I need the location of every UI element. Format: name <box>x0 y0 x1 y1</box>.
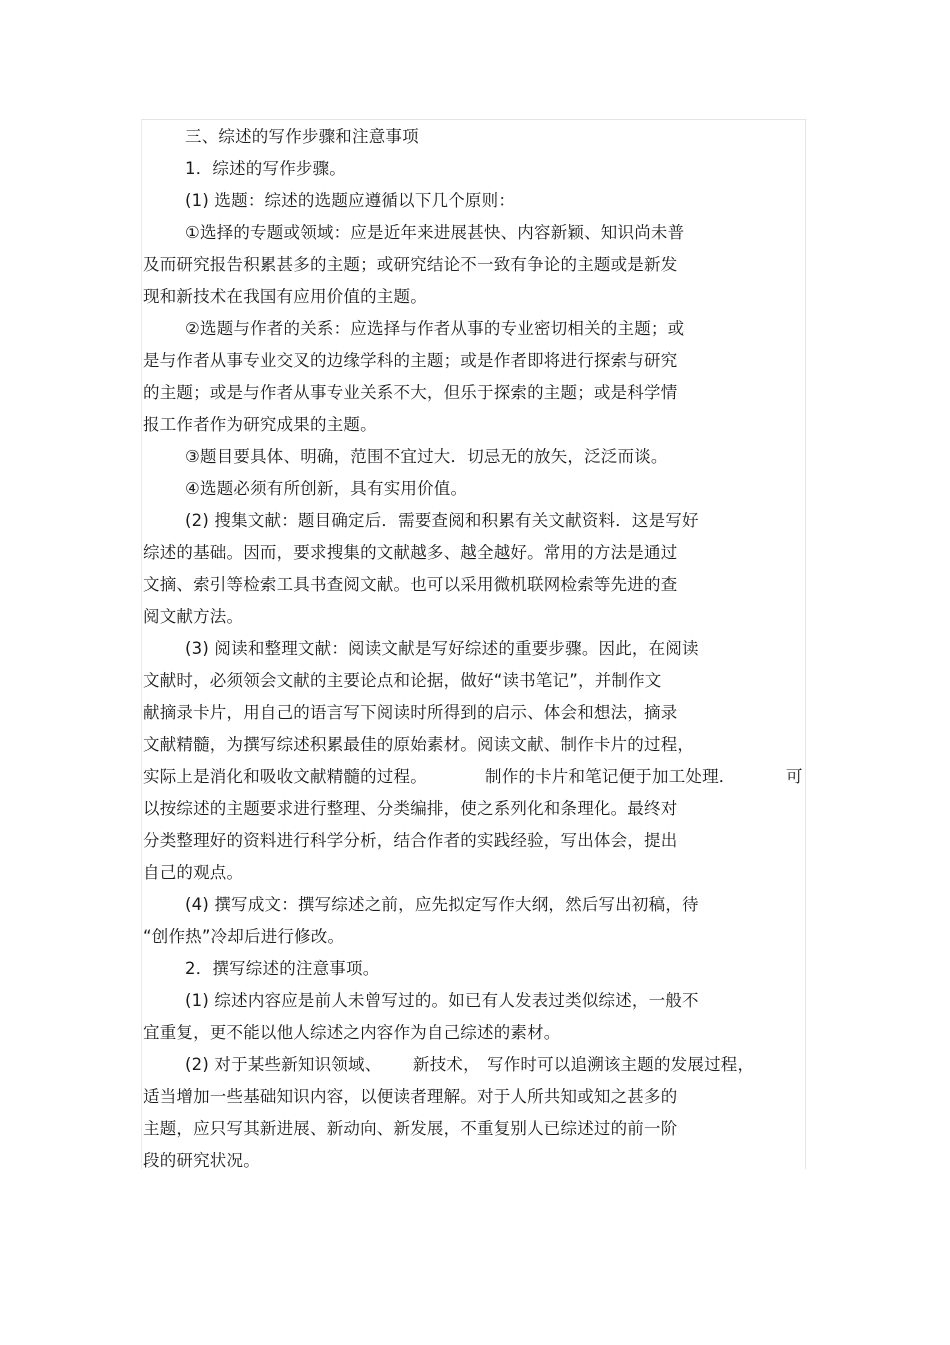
text-line: ③题目要具体、明确，范围不宜过大．切忌无的放矢，泛泛而谈。 <box>185 447 668 466</box>
subsection-heading: 2．撰写综述的注意事项。 <box>185 959 380 978</box>
text-line: 文献精髓，为撰写综述积累最佳的原始素材。阅读文献、制作卡片的过程， <box>143 735 695 754</box>
text-segment: 实际上是消化和吸收文献精髓的过程。 <box>143 767 427 786</box>
text-line: 分类整理好的资料进行科学分析，结合作者的实践经验，写出体会，提出 <box>143 831 678 850</box>
subsection-heading: 1．综述的写作步骤。 <box>185 159 346 178</box>
text-line: 主题，应只写其新进展、新动向、新发展，不重复别人已综述过的前一阶 <box>143 1119 678 1138</box>
text-line: ④选题必须有所创新，具有实用价值。 <box>185 479 468 498</box>
text-line: 阅文献方法。 <box>143 607 244 626</box>
section-heading: 三、综述的写作步骤和注意事项 <box>185 127 419 146</box>
text-line: 现和新技术在我国有应用价值的主题。 <box>143 287 427 306</box>
text-line: 文献时，必须领会文献的主要论点和论据，做好“读书笔记”，并制作文 <box>143 671 662 690</box>
text-line: 及而研究报告积累甚多的主题；或研究结论不一致有争论的主题或是新发 <box>143 255 678 274</box>
text-line: 自己的观点。 <box>143 863 244 882</box>
text-segment: 写作时可以追溯该主题的发展过程， <box>487 1055 755 1074</box>
text-line: (3) 阅读和整理文献：阅读文献是写好综述的重要步骤。因此，在阅读 <box>185 639 699 658</box>
text-line: 的主题；或是与作者从事专业关系不大，但乐于探索的主题；或是科学情 <box>143 383 678 402</box>
text-line: (1) 选题：综述的选题应遵循以下几个原则： <box>185 191 516 210</box>
text-line-split <box>143 765 803 789</box>
text-line: “创作热”冷却后进行修改。 <box>143 927 345 946</box>
text-segment: 新技术， <box>413 1055 480 1074</box>
text-line-split <box>185 1053 785 1077</box>
text-line: (4) 撰写成文：撰写综述之前，应先拟定写作大纲，然后写出初稿，待 <box>185 895 699 914</box>
text-segment: 可 <box>786 767 803 786</box>
text-segment: (2) 对于某些新知识领域、 <box>185 1055 382 1074</box>
text-line: ②选题与作者的关系：应选择与作者从事的专业密切相关的主题；或 <box>185 319 685 338</box>
text-line: (2) 搜集文献：题目确定后．需要查阅和积累有关文献资料．这是写好 <box>185 511 699 530</box>
text-line: 献摘录卡片，用自己的语言写下阅读时所得到的启示、体会和想法，摘录 <box>143 703 678 722</box>
text-segment: 制作的卡片和笔记便于加工处理． <box>485 767 736 786</box>
text-line: 是与作者从事专业交叉的边缘学科的主题；或是作者即将进行探索与研究 <box>143 351 678 370</box>
text-line: 段的研究状况。 <box>143 1151 260 1170</box>
text-line: ①选择的专题或领域：应是近年来进展甚快、内容新颖、知识尚未普 <box>185 223 685 242</box>
text-line: 报工作者作为研究成果的主题。 <box>143 415 377 434</box>
text-line: (1) 综述内容应是前人未曾写过的。如已有人发表过类似综述，一般不 <box>185 991 699 1010</box>
text-line: 以按综述的主题要求进行整理、分类编排，使之系列化和条理化。最终对 <box>143 799 678 818</box>
text-line: 综述的基础。因而，要求搜集的文献越多、越全越好。常用的方法是通过 <box>143 543 678 562</box>
text-line: 宜重复，更不能以他人综述之内容作为自己综述的素材。 <box>143 1023 561 1042</box>
text-line: 文摘、索引等检索工具书查阅文献。也可以采用微机联网检索等先进的查 <box>143 575 678 594</box>
text-line: 适当增加一些基础知识内容，以便读者理解。对于人所共知或知之甚多的 <box>143 1087 678 1106</box>
